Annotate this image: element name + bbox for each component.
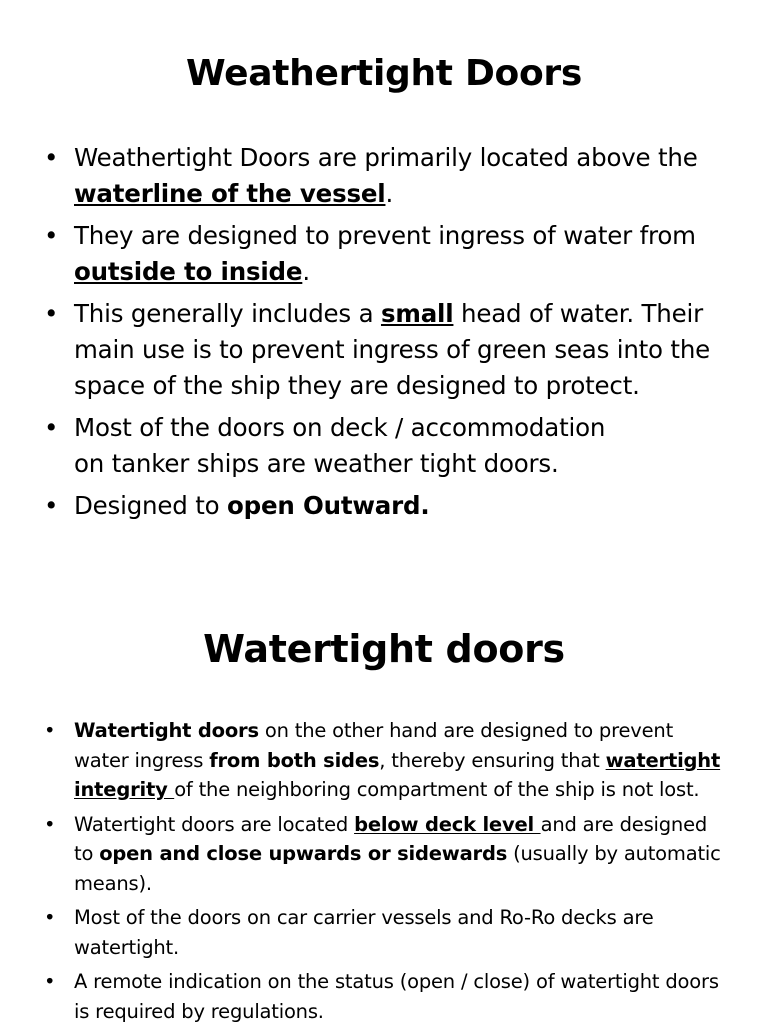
bullet-text: (usually by automatic means).: [74, 842, 721, 895]
bullet-text: Most of the doors on car carrier vessels and Ro-Ro decks are watertight.: [74, 906, 654, 959]
bullet-dot-icon: •: [44, 221, 59, 250]
bullet-text: on tanker ships are weather tight doors.: [74, 449, 559, 478]
bullet-dot-icon: •: [44, 299, 59, 328]
bullet-text: on the other hand are designed to prevent water ingress: [74, 719, 674, 772]
emphasis-text: outside to inside: [74, 257, 303, 286]
bullet-item: [44, 296, 724, 404]
bullet-text: Most of the doors on deck / accommodation: [74, 413, 606, 442]
bullet-text: , thereby ensuring that: [379, 748, 606, 772]
bullet-text: Watertight doors are located: [74, 812, 355, 836]
bullet-dot-icon: •: [44, 906, 56, 929]
emphasis-text: open Outward.: [227, 491, 430, 520]
emphasis-text: small: [380, 299, 454, 328]
bullet-item: [44, 218, 724, 290]
bullet-dot-icon: •: [44, 491, 59, 520]
emphasis-text: watertight integrity: [74, 748, 721, 801]
bullet-text: and are designed to: [74, 812, 708, 865]
emphasis-text: from both sides: [209, 748, 380, 772]
emphasis-text: below deck level: [354, 812, 541, 836]
bullet-list: [44, 140, 724, 530]
bullet-item: [44, 967, 724, 1024]
bullet-text: They are designed to prevent ingress of water from: [74, 221, 696, 250]
bullet-item: [44, 140, 724, 212]
emphasis-text: Watertight doors: [74, 719, 259, 742]
watertight-slide: [0, 576, 768, 1024]
bullet-dot-icon: •: [44, 143, 59, 172]
bullet-text: A remote indication on the status (open / close) of watertight doors is required by regulations.: [74, 970, 719, 1023]
emphasis-text: waterline of the vessel: [74, 179, 386, 208]
bullet-item: [44, 410, 724, 482]
bullet-text: This generally includes a: [74, 299, 381, 328]
bullet-item: [44, 903, 724, 962]
bullet-text: head of water. Their main use is to prevent ingress of green seas into the space of the ship they are designed to protect.: [74, 299, 711, 400]
bullet-text: .: [385, 179, 394, 208]
bullet-text: of the neighboring compartment of the ship is not lost.: [174, 778, 700, 801]
bullet-item: [44, 488, 724, 524]
emphasis-text: open and close upwards or sidewards: [99, 842, 508, 865]
bullet-text: Weathertight Doors are primarily located above the: [74, 143, 698, 172]
bullet-dot-icon: •: [44, 719, 56, 742]
bullet-dot-icon: •: [44, 970, 56, 993]
slide-title: Weathertight Doors: [186, 53, 582, 94]
bullet-item: [44, 716, 724, 805]
bullet-text: .: [302, 257, 310, 286]
bullet-list: [44, 716, 724, 1024]
slide-title: Watertight doors: [203, 627, 565, 671]
bullet-item: [44, 810, 724, 899]
bullet-dot-icon: •: [44, 812, 56, 836]
bullet-dot-icon: •: [44, 413, 59, 442]
bullet-text: Designed to: [74, 491, 227, 520]
